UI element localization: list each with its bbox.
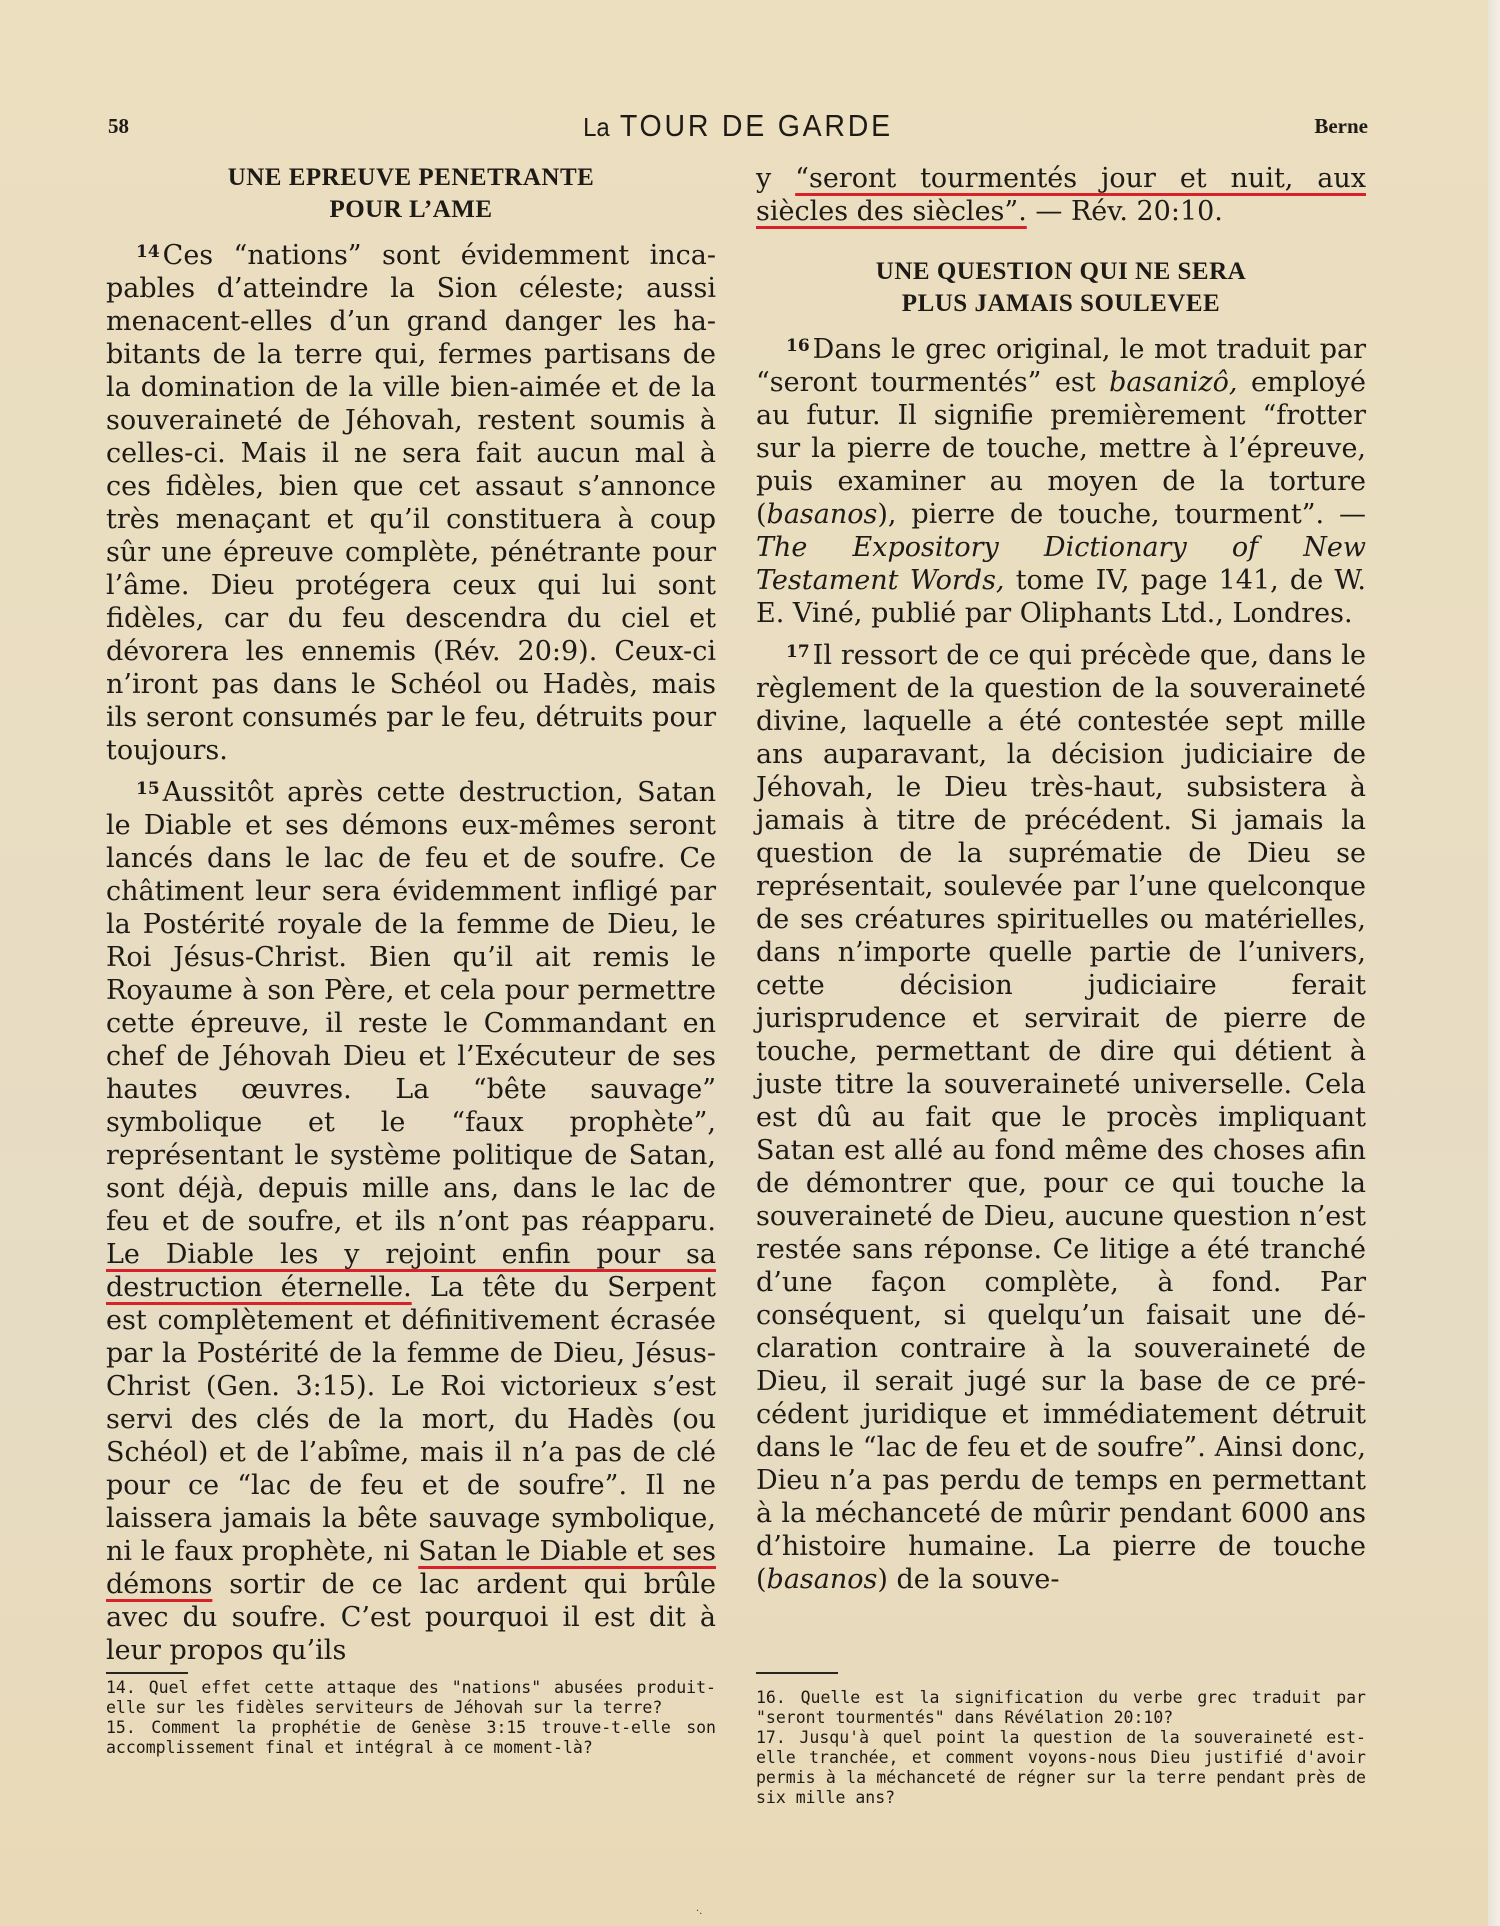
paragraph-number: 15 (136, 779, 160, 799)
publication-title-main: TOUR DE GARDE (619, 108, 893, 143)
section-heading-penetrating-test (106, 162, 716, 226)
edition-label: Berne (1314, 114, 1368, 138)
scripture-reference: — Rév. 20:10. (1035, 196, 1223, 227)
heading-line: PLUS JAMAIS SOULEVEE (901, 290, 1221, 317)
greek-term: basanos (766, 1564, 878, 1595)
page-number: 58 (108, 114, 129, 138)
study-question-17: 17. Jusqu'à quel point la question de la souveraineté est-elle tranchée, et comment voyons-nous Dieu justifié d'avoir permis à la méchanceté de régner sur la terre pendant près de six mille ans? (756, 1728, 1366, 1807)
paragraph-text: ) de la souve- (877, 1564, 1060, 1595)
section-heading-question-never-raised (756, 256, 1366, 320)
left-column (106, 162, 716, 1667)
paragraph-text: La tête du Serpent est complètement et définitivement écrasée par la Postérité de la femme de Dieu, Jésus-Christ (Gen. 3:15). Le Roi victorieux s’est servi des clés de la mort, du Hadès (ou Schéol) et de l’abîme, mais il n’a pas de clé pour ce “lac de feu et de soufre”. Il ne laissera jamais la bête sauvage symbolique, ni le faux prophète, ni (106, 1272, 716, 1567)
study-question-16: 16. Quelle est la signification du verbe grec traduit par "seront tourmentés" dans Révélation 20:10? (756, 1688, 1366, 1727)
paragraph-number: 17 (786, 642, 810, 662)
publication-title (158, 108, 1317, 144)
greek-term: basanos (766, 499, 878, 530)
paragraph-text: sortir de ce lac ardent qui brûle avec du soufre. C’est pourquoi il est dit à leur propos qu’ils (106, 1569, 716, 1666)
heading-line: UNE QUESTION QUI NE SERA (875, 258, 1247, 285)
heading-line: POUR L’AME (329, 196, 493, 223)
study-questions-left (106, 1672, 716, 1758)
highlighted-passage: Le Diable les y rejoint enfin pour sa destruction éternelle. (106, 1239, 716, 1303)
paragraph-16 (756, 330, 1366, 630)
right-column (756, 162, 1366, 1596)
continuation-paragraph (756, 162, 1366, 228)
paragraph-text: y (756, 163, 772, 194)
paragraph-number: 14 (136, 242, 160, 262)
paragraph-14 (106, 236, 716, 767)
study-question-15: 15. Comment la prophétie de Genèse 3:15 trouve-t-elle son accomplissement final et intégral à ce moment-là? (106, 1718, 716, 1757)
paragraph-text: employé au futur. Il signifie premièrement “frotter sur la pierre de touche, mettre à l’épreuve, puis examiner au moyen de la torture ( (756, 367, 1366, 530)
highlighted-passage: “seront tourmentés jour et nuit, aux siècles des siècles”. (756, 163, 1366, 227)
publication-title-prefix: La (583, 112, 610, 142)
study-questions-right (756, 1672, 1366, 1808)
paragraph-text: Aussitôt après cette destruction, Satan le Diable et ses démons eux-mêmes seront lancés dans le lac de feu et de soufre. Ce châtiment leur sera évidemment infligé par la Postérité royale de la femme de Dieu, le Roi Jésus-Christ. Bien qu’il ait remis le Royaume à son Père, et cela pour permettre cette épreuve, il reste le Commandant en chef de Jéhovah Dieu et l’Exécuteur de ses hautes œuvres. La “bête sauvage” symbolique et le “faux prophète”, représentant le système politique de Satan, sont déjà, depuis mille ans, dans le lac de feu et de soufre, et ils n’ont pas réapparu. (106, 777, 716, 1237)
greek-term: basanizô, (1109, 367, 1238, 398)
paragraph-text: Dans le grec original, le mot traduit par “seront tourmentés” est (756, 334, 1366, 398)
paragraph-17 (756, 636, 1366, 1596)
paragraph-text: ), pierre de touche, tourment”. — (877, 499, 1366, 530)
study-question-14: 14. Quel effet cette attaque des "nations" abusées produit-elle sur les fidèles serviteurs de Jéhovah sur la terre? (106, 1678, 716, 1717)
paragraph-text: Ces “nations” sont évidemment incapables d’atteindre la Sion céleste; aussi menacent-elles d’un grand danger les habitants de la terre qui, fermes partisans de la domination de la ville bien-aimée et de la souveraineté de Jéhovah, restent soumis à celles-ci. Mais il ne sera fait aucun mal à ces fidèles, bien que cet assaut s’annonce très menaçant et qu’il constituera à coup sûr une épreuve complète, pénétrante pour l’âme. Dieu protégera ceux qui lui sont fidèles, car du feu descendra du ciel et dévorera les ennemis (Rév. 20:9). Ceux-ci n’iront pas dans le Schéol ou Hadès, mais ils seront consumés par le feu, détruits pour toujours. (106, 240, 716, 766)
print-speck: ·. (696, 1906, 703, 1917)
footnote-divider (756, 1672, 838, 1674)
paragraph-text: tome IV, page 141, de W. E. Viné, publié par Oliphants Ltd., Londres. (756, 565, 1366, 629)
highlighted-passage: Satan le Diable et ses démons (106, 1536, 716, 1600)
paragraph-15 (106, 773, 716, 1667)
heading-line: UNE EPREUVE PENETRANTE (227, 164, 595, 191)
page-header (108, 108, 1368, 148)
paragraph-number: 16 (786, 336, 810, 356)
book-title: The Expository Dictionary of New Testament Words, (756, 532, 1366, 596)
footnote-divider (106, 1672, 188, 1674)
paragraph-text: Il ressort de ce qui précède que, dans le règlement de la question de la souveraineté divine, laquelle a été contestée sept mille ans auparavant, la décision judiciaire de Jéhovah, le Dieu très-haut, subsistera à jamais à titre de précédent. Si jamais la question de la suprématie de Dieu se représentait, soulevée par l’une quelconque de ses créatures spirituelles ou matérielles, dans n’importe quelle partie de l’univers, cette décision judiciaire ferait jurisprudence et servirait de pierre de touche, permettant de dire qui détient à juste titre la souveraineté universelle. Cela est dû au fait que le procès impliquant Satan est allé au fond même des choses afin de démontrer que, pour ce qui touche la souveraineté de Dieu, aucune question n’est restée sans réponse. Ce litige a été tranché d’une façon complète, à fond. Par conséquent, si quelqu’un faisait une déclaration contraire à la souveraineté de Dieu, il serait jugé sur la base de ce précédent juridique et immédiatement détruit dans le “lac de feu et de soufre”. Ainsi donc, Dieu n’a pas perdu de temps en permettant à la méchanceté de mûrir pendant 6000 ans d’histoire humaine. La pierre de touche ( (756, 640, 1366, 1595)
page-edge (1488, 0, 1500, 1926)
